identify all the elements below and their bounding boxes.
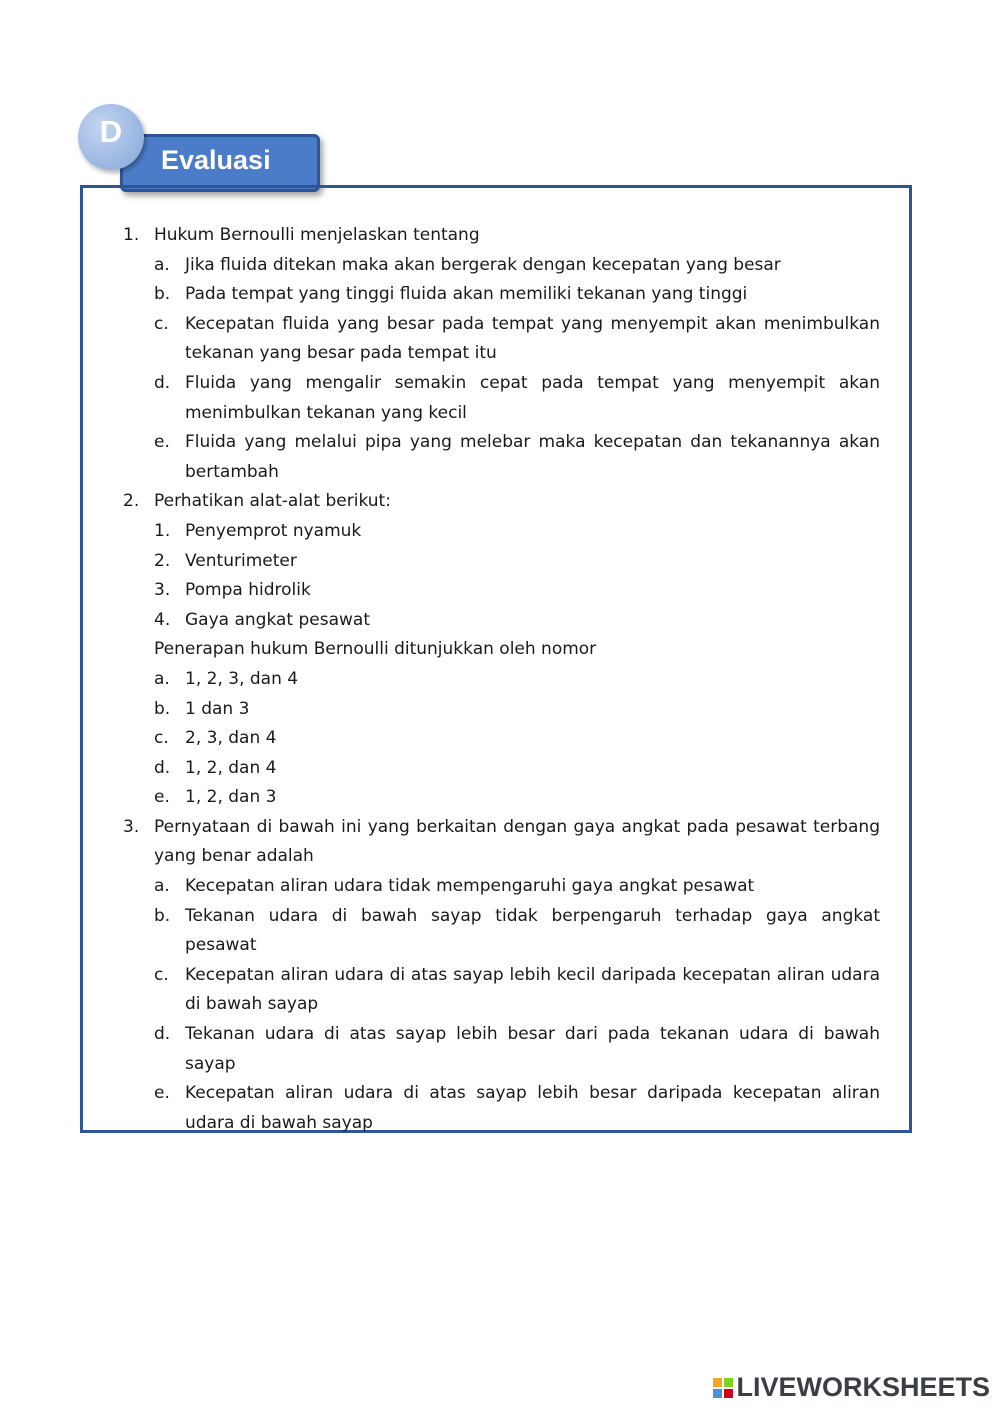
question-number: 3. bbox=[123, 816, 140, 837]
option-item[interactable] bbox=[154, 280, 880, 310]
option-label: b. bbox=[154, 698, 171, 719]
option-text: 1 dan 3 bbox=[185, 698, 250, 719]
option-label: e. bbox=[154, 787, 170, 808]
option-item[interactable] bbox=[154, 1020, 880, 1079]
list-item-number: 4. bbox=[154, 609, 171, 630]
logo-icon bbox=[713, 1378, 733, 1398]
option-item[interactable] bbox=[154, 251, 880, 281]
question-number: 1. bbox=[123, 225, 140, 245]
option-item[interactable] bbox=[154, 310, 880, 369]
question-text: Perhatikan alat-alat berikut: bbox=[154, 491, 391, 512]
option-text: 1, 2, dan 3 bbox=[185, 787, 277, 808]
option-text: Fluida yang mengalir semakin cepat pada tempat yang menyempit akan menimbulkan tekanan yang kecil bbox=[185, 372, 880, 423]
option-label: b. bbox=[154, 905, 171, 926]
list-item-text: Penyemprot nyamuk bbox=[185, 520, 362, 541]
option-item[interactable] bbox=[154, 872, 880, 902]
section-letter-badge bbox=[78, 104, 144, 170]
liveworksheets-logo bbox=[713, 1372, 990, 1403]
option-label: a. bbox=[154, 668, 170, 689]
question-1 bbox=[123, 221, 880, 487]
question-number: 2. bbox=[123, 491, 140, 512]
question-2 bbox=[123, 487, 880, 813]
question-text: Hukum Bernoulli menjelaskan tentang bbox=[154, 225, 480, 245]
option-text: Jika fluida ditekan maka akan bergerak dengan kecepatan yang besar bbox=[185, 254, 781, 275]
option-text: Tekanan udara di atas sayap lebih besar dari pada tekanan udara di bawah sayap bbox=[185, 1024, 880, 1074]
option-item[interactable] bbox=[154, 428, 880, 487]
option-label: c. bbox=[154, 964, 169, 985]
list-item-text: Gaya angkat pesawat bbox=[185, 609, 370, 630]
section-letter: D bbox=[99, 114, 123, 149]
option-label: c. bbox=[154, 313, 169, 334]
option-text: 1, 2, 3, dan 4 bbox=[185, 668, 299, 689]
option-text: Kecepatan fluida yang besar pada tempat yang menyempit akan menimbulkan tekanan yang besar pada tempat itu bbox=[185, 313, 880, 364]
list-item-text: Venturimeter bbox=[185, 550, 297, 571]
list-item bbox=[154, 606, 880, 636]
list-item-number: 2. bbox=[154, 550, 171, 571]
option-label: b. bbox=[154, 284, 171, 305]
list-item bbox=[154, 517, 880, 547]
option-label: d. bbox=[154, 1024, 171, 1045]
option-text: Fluida yang melalui pipa yang melebar maka kecepatan dan tekanannya akan bertambah bbox=[185, 432, 880, 482]
option-label: c. bbox=[154, 728, 169, 749]
option-item[interactable] bbox=[154, 1079, 880, 1138]
list-item bbox=[154, 576, 880, 606]
question-list bbox=[123, 221, 880, 1138]
option-text: Kecepatan aliran udara di atas sayap lebih besar daripada kecepatan aliran udara di bawah sayap bbox=[185, 1083, 880, 1133]
option-label: a. bbox=[154, 876, 170, 897]
option-text: Pada tempat yang tinggi fluida akan memiliki tekanan yang tinggi bbox=[185, 284, 748, 305]
option-label: e. bbox=[154, 432, 170, 453]
section-title: Evaluasi bbox=[161, 145, 271, 175]
option-item[interactable] bbox=[154, 961, 880, 1020]
logo-text: LIVEWORKSHEETS bbox=[736, 1372, 990, 1402]
section-title-tab bbox=[120, 134, 320, 192]
option-item[interactable] bbox=[154, 665, 880, 695]
list-item-number: 1. bbox=[154, 520, 171, 541]
list-item bbox=[154, 547, 880, 577]
option-text: 1, 2, dan 4 bbox=[185, 757, 277, 778]
option-label: d. bbox=[154, 757, 171, 778]
option-item[interactable] bbox=[154, 754, 880, 784]
option-label: e. bbox=[154, 1083, 170, 1104]
option-label: d. bbox=[154, 372, 171, 393]
option-item[interactable] bbox=[154, 724, 880, 754]
option-label: a. bbox=[154, 254, 170, 275]
question-text: Pernyataan di bawah ini yang berkaitan dengan gaya angkat pada pesawat terbang yang benar adalah bbox=[154, 816, 880, 867]
option-text: Tekanan udara di bawah sayap tidak berpengaruh terhadap gaya angkat pesawat bbox=[185, 905, 880, 956]
option-item[interactable] bbox=[154, 695, 880, 725]
option-item[interactable] bbox=[154, 902, 880, 961]
option-text: 2, 3, dan 4 bbox=[185, 728, 277, 749]
question-3 bbox=[123, 813, 880, 1139]
option-item[interactable] bbox=[154, 783, 880, 813]
option-text: Kecepatan aliran udara tidak mempengaruhi gaya angkat pesawat bbox=[185, 876, 755, 897]
option-item[interactable] bbox=[154, 369, 880, 428]
question-prompt: Penerapan hukum Bernoulli ditunjukkan oleh nomor bbox=[154, 639, 597, 660]
list-item-number: 3. bbox=[154, 580, 171, 601]
list-item-text: Pompa hidrolik bbox=[185, 580, 311, 601]
option-text: Kecepatan aliran udara di atas sayap lebih kecil daripada kecepatan aliran udara di bawah sayap bbox=[185, 964, 880, 1015]
